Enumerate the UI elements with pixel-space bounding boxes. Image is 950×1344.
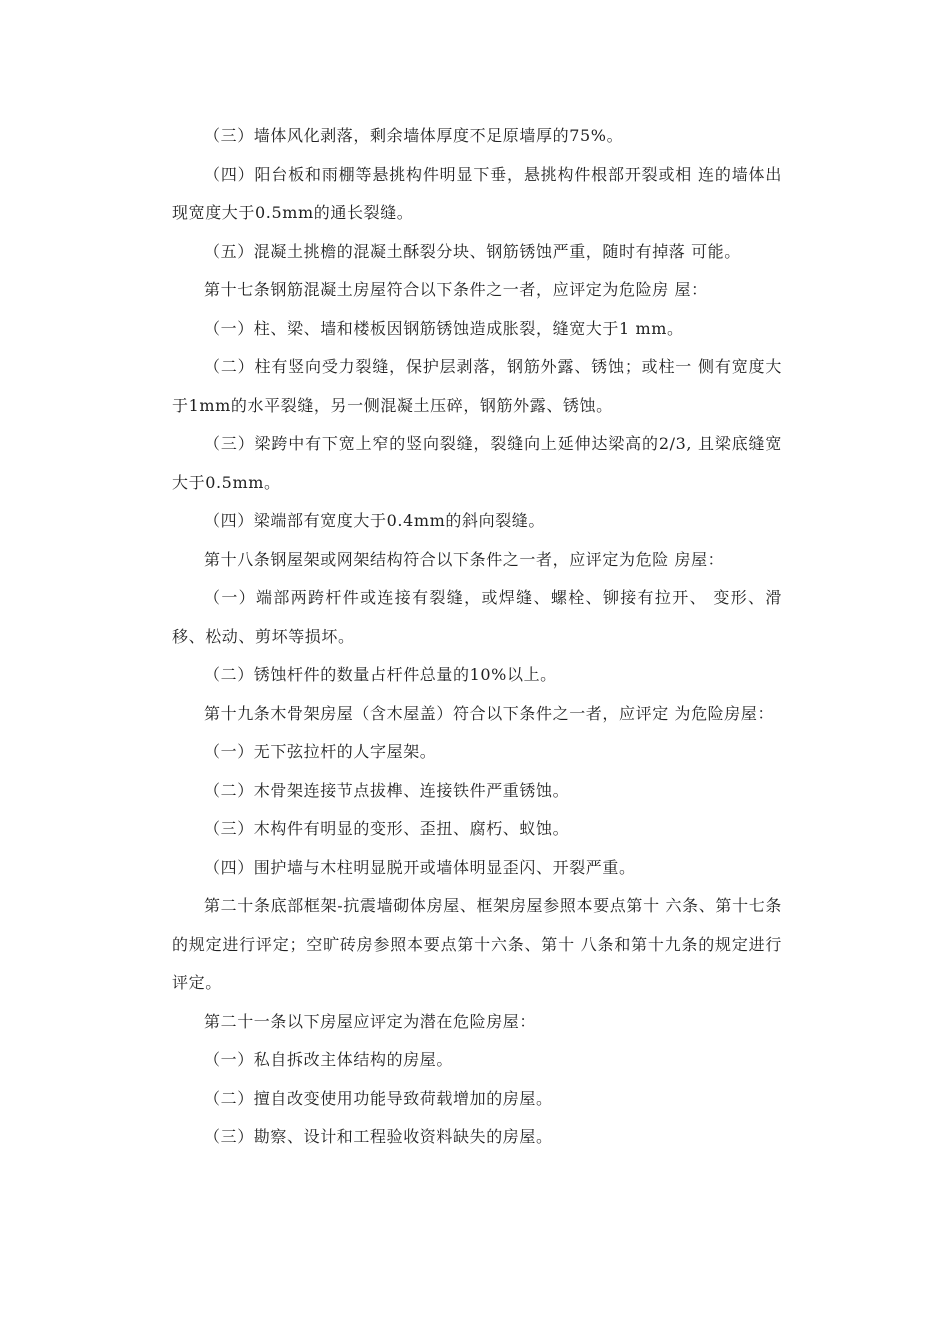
paragraph-3-wall-weathering: （三）墙体风化剥落，剩余墙体厚度不足原墙厚的75%。 xyxy=(204,126,624,145)
article-19-item-2: （二）木骨架连接节点拔榫、连接铁件严重锈蚀。 xyxy=(204,780,570,800)
article-18-item-1: （一）端部两跨杆件或连接有裂缝，或焊缝、螺栓、铆接有拉开、 变形、滑移、松动、剪坏等损坏。 xyxy=(172,588,782,646)
article-17-item-4: （四）梁端部有宽度大于0.4mm的斜向裂缝。 xyxy=(204,511,545,530)
article-17-item-1: （一）柱、梁、墙和楼板因钢筋锈蚀造成胀裂，缝宽大于1 mm。 xyxy=(204,318,684,338)
article-21-item-2: （二）擅自改变使用功能导致荷载增加的房屋。 xyxy=(204,1088,553,1108)
paragraph-4-cantilever: （四）阳台板和雨棚等悬挑构件明显下垂，悬挑构件根部开裂或相 连的墙体出现宽度大于0.5mm的通长裂缝。 xyxy=(172,164,782,222)
article-17-heading: 第十七条钢筋混凝土房屋符合以下条件之一者，应评定为危险房 屋： xyxy=(204,280,708,299)
article-19-item-3: （三）木构件有明显的变形、歪扭、腐朽、蚁蚀。 xyxy=(204,819,570,838)
article-17-item-2: （二）柱有竖向受力裂缝，保护层剥落，钢筋外露、锈蚀；或柱一 侧有宽度大于1mm的水平裂缝，另一侧混凝土压碎，钢筋外露、锈蚀。 xyxy=(172,357,782,415)
paragraph-5-eaves: （五）混凝土挑檐的混凝土酥裂分块、钢筋锈蚀严重，随时有掉落 可能。 xyxy=(204,241,741,261)
article-17-item-3: （三）梁跨中有下宽上窄的竖向裂缝，裂缝向上延伸达梁高的2/3, 且梁底缝宽大于0.5mm。 xyxy=(172,434,782,492)
article-20-paragraph: 第二十条底部框架-抗震墙砌体房屋、框架房屋参照本要点第十 六条、第十七条的规定进行评定；空旷砖房参照本要点第十六条、第十 八条和第十九条的规定进行评定。 xyxy=(172,896,782,992)
article-19-item-1: （一）无下弦拉杆的人字屋架。 xyxy=(204,742,437,761)
article-21-heading: 第二十一条以下房屋应评定为潜在危险房屋： xyxy=(204,1011,537,1031)
article-19-heading: 第十九条木骨架房屋（含木屋盖）符合以下条件之一者，应评定 为危险房屋： xyxy=(204,703,775,723)
article-18-item-2: （二）锈蚀杆件的数量占杆件总量的10%以上。 xyxy=(204,665,557,684)
article-18-heading: 第十八条钢屋架或网架结构符合以下条件之一者，应评定为危险 房屋： xyxy=(204,549,725,569)
article-19-item-4: （四）围护墙与木柱明显脱开或墙体明显歪闪、开裂严重。 xyxy=(204,857,636,877)
article-21-item-1: （一）私自拆改主体结构的房屋。 xyxy=(204,1050,454,1069)
document-body xyxy=(172,117,782,1157)
article-21-item-3: （三）勘察、设计和工程验收资料缺失的房屋。 xyxy=(204,1127,553,1146)
